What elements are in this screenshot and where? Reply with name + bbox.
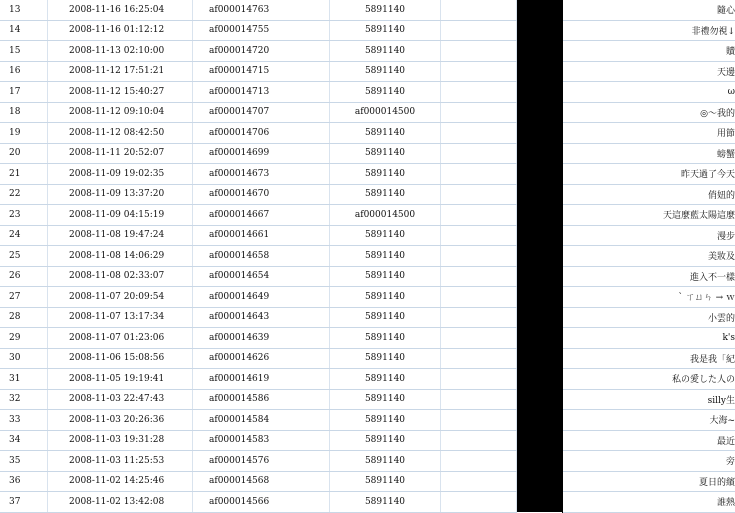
entry-id-cell[interactable]: af000014586 [193,389,330,410]
timestamp-cell: 2008-11-16 16:25:04 [48,0,193,20]
spacer-cell [441,389,517,410]
redacted-block [517,471,563,492]
entry-id-cell[interactable]: af000014661 [193,225,330,246]
row-index-cell: 19 [0,123,48,144]
blog-title-cell[interactable]: 私の愛した人の [563,369,735,390]
reference-id-cell: 5891140 [330,164,441,185]
reference-id-cell: af000014500 [330,205,441,226]
spacer-cell [441,471,517,492]
row-index-cell: 24 [0,225,48,246]
entry-id-cell[interactable]: af000014699 [193,143,330,164]
reference-id-cell: 5891140 [330,266,441,287]
redacted-block [517,123,563,144]
blog-title-cell[interactable]: ˋ ㄒㄩㄣ → ｗ [563,287,735,308]
entry-id-cell[interactable]: af000014670 [193,184,330,205]
table-row[interactable] [0,430,735,451]
redacted-block [517,82,563,103]
timestamp-cell: 2008-11-09 13:37:20 [48,184,193,205]
entry-id-cell[interactable]: af000014763 [193,0,330,20]
blog-title-cell[interactable]: 非禮勿視↓ [563,20,735,41]
spacer-cell [441,348,517,369]
entry-id-cell[interactable]: af000014658 [193,246,330,267]
table-row[interactable] [0,123,735,144]
blog-title-cell[interactable]: ◎～我的 [563,102,735,123]
spacer-cell [441,287,517,308]
row-index-cell: 13 [0,0,48,20]
reference-id-cell: 5891140 [330,451,441,472]
table-row[interactable] [0,225,735,246]
blog-title-cell[interactable]: 天邊 [563,61,735,82]
entry-id-cell[interactable]: af000014626 [193,348,330,369]
row-index-cell: 30 [0,348,48,369]
table-row[interactable] [0,82,735,103]
blog-title-cell[interactable]: 用節 [563,123,735,144]
entry-id-cell[interactable]: af000014707 [193,102,330,123]
reference-id-cell: 5891140 [330,430,441,451]
entry-id-cell[interactable]: af000014706 [193,123,330,144]
entry-id-cell[interactable]: af000014667 [193,205,330,226]
reference-id-cell: 5891140 [330,287,441,308]
row-index-cell: 16 [0,61,48,82]
blog-title-cell[interactable]: 夏日的繽 [563,471,735,492]
spacer-cell [441,41,517,62]
table-row[interactable] [0,287,735,308]
timestamp-cell: 2008-11-08 02:33:07 [48,266,193,287]
table-row[interactable] [0,143,735,164]
reference-id-cell: 5891140 [330,410,441,431]
blog-title-cell[interactable]: 天這麼藍太陽這麼 [563,205,735,226]
spacer-cell [441,123,517,144]
redacted-block [517,164,563,185]
spacer-cell [441,328,517,349]
blog-title-cell[interactable]: 進入不一樣 [563,266,735,287]
entry-id-cell[interactable]: af000014713 [193,82,330,103]
row-index-cell: 18 [0,102,48,123]
timestamp-cell: 2008-11-12 15:40:27 [48,82,193,103]
spacer-cell [441,246,517,267]
timestamp-cell: 2008-11-06 15:08:56 [48,348,193,369]
reference-id-cell: 5891140 [330,143,441,164]
redacted-block [517,287,563,308]
spacer-cell [441,102,517,123]
table-row[interactable] [0,20,735,41]
timestamp-cell: 2008-11-08 19:47:24 [48,225,193,246]
redacted-block [517,430,563,451]
reference-id-cell: 5891140 [330,41,441,62]
entry-id-cell[interactable]: af000014619 [193,369,330,390]
timestamp-cell: 2008-11-05 19:19:41 [48,369,193,390]
table-row[interactable] [0,471,735,492]
timestamp-cell: 2008-11-07 20:09:54 [48,287,193,308]
blog-title-cell[interactable]: 漫步 [563,225,735,246]
row-index-cell: 31 [0,369,48,390]
spacer-cell [441,143,517,164]
redacted-block [517,61,563,82]
row-index-cell: 25 [0,246,48,267]
redacted-block [517,205,563,226]
reference-id-cell: 5891140 [330,82,441,103]
entry-id-cell[interactable]: af000014654 [193,266,330,287]
reference-id-cell: 5891140 [330,369,441,390]
entry-id-cell[interactable]: af000014576 [193,451,330,472]
redacted-block [517,143,563,164]
blog-title-cell[interactable]: 螃蟹 [563,143,735,164]
spacer-cell [441,369,517,390]
timestamp-cell: 2008-11-12 17:51:21 [48,61,193,82]
redacted-block [517,369,563,390]
blog-title-cell[interactable]: 隨心 [563,0,735,20]
spacer-cell [441,184,517,205]
timestamp-cell: 2008-11-12 08:42:50 [48,123,193,144]
spacer-cell [441,82,517,103]
row-index-cell: 36 [0,471,48,492]
spacer-cell [441,225,517,246]
entry-id-cell[interactable]: af000014639 [193,328,330,349]
timestamp-cell: 2008-11-12 09:10:04 [48,102,193,123]
row-index-cell: 27 [0,287,48,308]
timestamp-cell: 2008-11-13 02:10:00 [48,41,193,62]
blog-title-cell[interactable]: 昨天過了今天 [563,164,735,185]
row-index-cell: 26 [0,266,48,287]
blog-title-cell[interactable]: ω [563,82,735,103]
table-row[interactable] [0,0,735,20]
reference-id-cell: 5891140 [330,307,441,328]
table-row[interactable] [0,266,735,287]
blog-title-cell[interactable]: 贖 [563,41,735,62]
table-row[interactable] [0,307,735,328]
timestamp-cell: 2008-11-03 11:25:53 [48,451,193,472]
entry-id-cell[interactable]: af000014715 [193,61,330,82]
redacted-block [517,102,563,123]
row-index-cell: 22 [0,184,48,205]
redacted-block [517,225,563,246]
redacted-block [517,266,563,287]
spacer-cell [441,20,517,41]
spacer-cell [441,307,517,328]
entry-id-cell[interactable]: af000014583 [193,430,330,451]
timestamp-cell: 2008-11-08 14:06:29 [48,246,193,267]
spacer-cell [441,430,517,451]
table-row[interactable] [0,41,735,62]
redacted-block [517,328,563,349]
timestamp-cell: 2008-11-07 13:17:34 [48,307,193,328]
redacted-block [517,307,563,328]
entry-id-cell[interactable]: af000014584 [193,410,330,431]
table-row[interactable] [0,410,735,431]
row-index-cell: 37 [0,492,48,513]
table-row[interactable] [0,492,735,513]
blog-title-cell[interactable]: k's [563,328,735,349]
spacer-cell [441,164,517,185]
spacer-cell [441,410,517,431]
row-index-cell: 20 [0,143,48,164]
blog-title-cell[interactable]: 美妝及 [563,246,735,267]
row-index-cell: 28 [0,307,48,328]
reference-id-cell: 5891140 [330,225,441,246]
blog-title-cell[interactable]: silly生 [563,389,735,410]
blog-title-cell[interactable]: 最近 [563,430,735,451]
row-index-cell: 35 [0,451,48,472]
reference-id-cell: 5891140 [330,184,441,205]
reference-id-cell: 5891140 [330,0,441,20]
timestamp-cell: 2008-11-03 22:47:43 [48,389,193,410]
table-row[interactable] [0,246,735,267]
redacted-block [517,20,563,41]
blog-title-cell[interactable]: 俏妞的 [563,184,735,205]
blog-title-cell[interactable]: 我是我「紀 [563,348,735,369]
table-row[interactable] [0,348,735,369]
timestamp-cell: 2008-11-16 01:12:12 [48,20,193,41]
redacted-block [517,41,563,62]
reference-id-cell: 5891140 [330,492,441,513]
table-row[interactable] [0,61,735,82]
blog-title-cell[interactable]: 大海~ [563,410,735,431]
redacted-block [517,184,563,205]
row-index-cell: 33 [0,410,48,431]
reference-id-cell: 5891140 [330,20,441,41]
timestamp-cell: 2008-11-03 20:26:36 [48,410,193,431]
timestamp-cell: 2008-11-11 20:52:07 [48,143,193,164]
entry-id-cell[interactable]: af000014566 [193,492,330,513]
redacted-block [517,348,563,369]
row-index-cell: 14 [0,20,48,41]
reference-id-cell: 5891140 [330,123,441,144]
reference-id-cell: 5891140 [330,328,441,349]
entry-id-cell[interactable]: af000014649 [193,287,330,308]
table-row[interactable] [0,102,735,123]
row-index-cell: 32 [0,389,48,410]
reference-id-cell: 5891140 [330,61,441,82]
row-index-cell: 17 [0,82,48,103]
table-row[interactable] [0,205,735,226]
timestamp-cell: 2008-11-09 19:02:35 [48,164,193,185]
blog-title-cell[interactable]: 小雲的 [563,307,735,328]
spacer-cell [441,205,517,226]
table-row[interactable] [0,451,735,472]
timestamp-cell: 2008-11-07 01:23:06 [48,328,193,349]
redacted-block [517,410,563,431]
row-index-cell: 29 [0,328,48,349]
spacer-cell [441,266,517,287]
entry-id-cell[interactable]: af000014568 [193,471,330,492]
reference-id-cell: 5891140 [330,389,441,410]
row-index-cell: 23 [0,205,48,226]
entry-id-cell[interactable]: af000014755 [193,20,330,41]
entry-id-cell[interactable]: af000014643 [193,307,330,328]
row-index-cell: 21 [0,164,48,185]
row-index-cell: 34 [0,430,48,451]
row-index-cell: 15 [0,41,48,62]
redacted-block [517,389,563,410]
spacer-cell [441,451,517,472]
timestamp-cell: 2008-11-03 19:31:28 [48,430,193,451]
timestamp-cell: 2008-11-02 14:25:46 [48,471,193,492]
timestamp-cell: 2008-11-02 13:42:08 [48,492,193,513]
table-row[interactable] [0,184,735,205]
reference-id-cell: af000014500 [330,102,441,123]
spacer-cell [441,492,517,513]
redacted-block [517,0,563,20]
blog-title-cell[interactable]: 誰熱 [563,492,735,513]
reference-id-cell: 5891140 [330,246,441,267]
table-row[interactable] [0,164,735,185]
timestamp-cell: 2008-11-09 04:15:19 [48,205,193,226]
table-row[interactable] [0,328,735,349]
spacer-cell [441,61,517,82]
reference-id-cell: 5891140 [330,348,441,369]
spacer-cell [441,0,517,20]
table-row[interactable] [0,369,735,390]
table-row[interactable] [0,389,735,410]
reference-id-cell: 5891140 [330,471,441,492]
entry-id-cell[interactable]: af000014720 [193,41,330,62]
blog-title-cell[interactable]: 旁 [563,451,735,472]
redacted-block [517,492,563,513]
redacted-block [517,451,563,472]
redacted-block [517,246,563,267]
entry-id-cell[interactable]: af000014673 [193,164,330,185]
